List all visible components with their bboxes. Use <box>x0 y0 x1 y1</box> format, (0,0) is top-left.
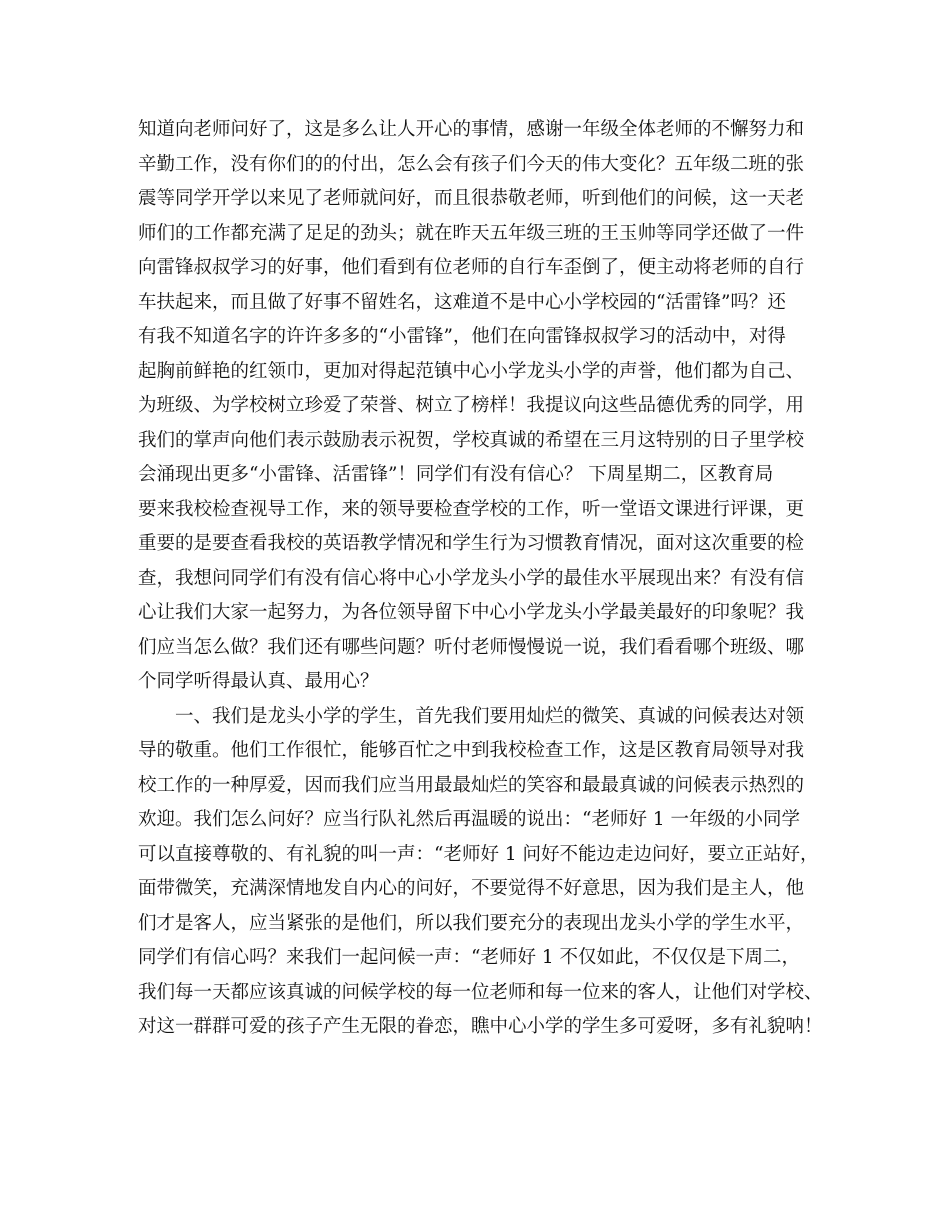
text-line: 震等同学开学以来见了老师就问好，而且很恭敬老师，听到他们的问候，这一天老 <box>138 188 805 209</box>
text-line: 要来我校检查视导工作，来的领导要检查学校的工作，听一堂语文课进行评课，更 <box>138 498 805 520</box>
text-line: 欢迎。我们怎么问好？应当行队礼然后再温暖的说出：“老师好 1 一年级的小同学 <box>138 809 800 830</box>
text-line: 知道向老师问好了，这是多么让人开心的事情，感谢一年级全体老师的不懈努力和 <box>138 119 805 140</box>
text-line: 重要的是要查看我校的英语教学情况和学生行为习惯教育情况，面对这次重要的检 <box>138 533 805 554</box>
text-line: 师们的工作都充满了足足的劲头；就在昨天五年级三班的王玉帅等同学还做了一件 <box>138 222 805 244</box>
document-body <box>138 113 823 1045</box>
text-line: 心让我们大家一起努力，为各位领导留下中心小学龙头小学最美最好的印象呢？我 <box>138 602 805 623</box>
text-line: 面带微笑，充满深情地发自内心的问好，不要觉得不好意思，因为我们是主人，他 <box>138 878 805 899</box>
text-line: 辛勤工作，没有你们的的付出，怎么会有孩子们今天的伟大变化？五年级二班的张 <box>138 153 805 175</box>
text-line: 查，我想问同学们有没有信心将中心小学龙头小学的最佳水平展现出来？有没有信 <box>138 567 805 589</box>
text-line: 一、我们是龙头小学的学生，首先我们要用灿烂的微笑、真诚的问候表达对领 <box>138 705 805 727</box>
text-line: 起胸前鲜艳的红领巾，更加对得起范镇中心小学龙头小学的声誉，他们都为自己、 <box>138 360 805 382</box>
text-line: 对这一群群可爱的孩子产生无限的眷恋，瞧中心小学的学生多可爱呀，多有礼貌呐！ <box>138 1016 823 1037</box>
text-line: 校工作的一种厚爱，因而我们应当用最最灿烂的笑容和最最真诚的问候表示热烈的 <box>138 774 805 796</box>
text-line: 我们每一天都应该真诚的问候学校的每一位老师和每一位来的客人，让他们对学校、 <box>138 981 823 1003</box>
text-line: 可以直接尊敬的、有礼貌的叫一声：“老师好 1 问好不能边走边问好，要立正站好， <box>138 843 819 865</box>
text-line: 有我不知道名字的许许多多的“小雷锋”，他们在向雷锋叔叔学习的活动中，对得 <box>138 326 786 347</box>
text-line: 导的敬重。他们工作很忙，能够百忙之中到我校检查工作，这是区教育局领导对我 <box>138 740 805 761</box>
text-line: 向雷锋叔叔学习的好事，他们看到有位老师的自行车歪倒了，便主动将老师的自行 <box>138 257 805 278</box>
text-line: 个同学听得最认真、最用心？ <box>138 671 379 692</box>
text-line: 们才是客人，应当紧张的是他们，所以我们要充分的表现出龙头小学的学生水平， <box>138 912 805 934</box>
text-line: 会涌现出更多“小雷锋、活雷锋”！同学们有没有信心？ 下周星期二，区教育局 <box>138 464 774 485</box>
text-line: 为班级、为学校树立珍爱了荣誉、树立了榜样！我提议向这些品德优秀的同学，用 <box>138 395 805 416</box>
text-line: 同学们有信心吗？来我们一起问候一声：“老师好 1 不仅如此，不仅仅是下周二， <box>138 947 800 968</box>
text-line: 们应当怎么做？我们还有哪些问题？听付老师慢慢说一说，我们看看哪个班级、哪 <box>138 636 805 658</box>
text-line: 车扶起来，而且做了好事不留姓名，这难道不是中心小学校园的“活雷锋”吗？还 <box>138 291 786 313</box>
text-line: 我们的掌声向他们表示鼓励表示祝贺，学校真诚的希望在三月这特别的日子里学校 <box>138 429 805 451</box>
